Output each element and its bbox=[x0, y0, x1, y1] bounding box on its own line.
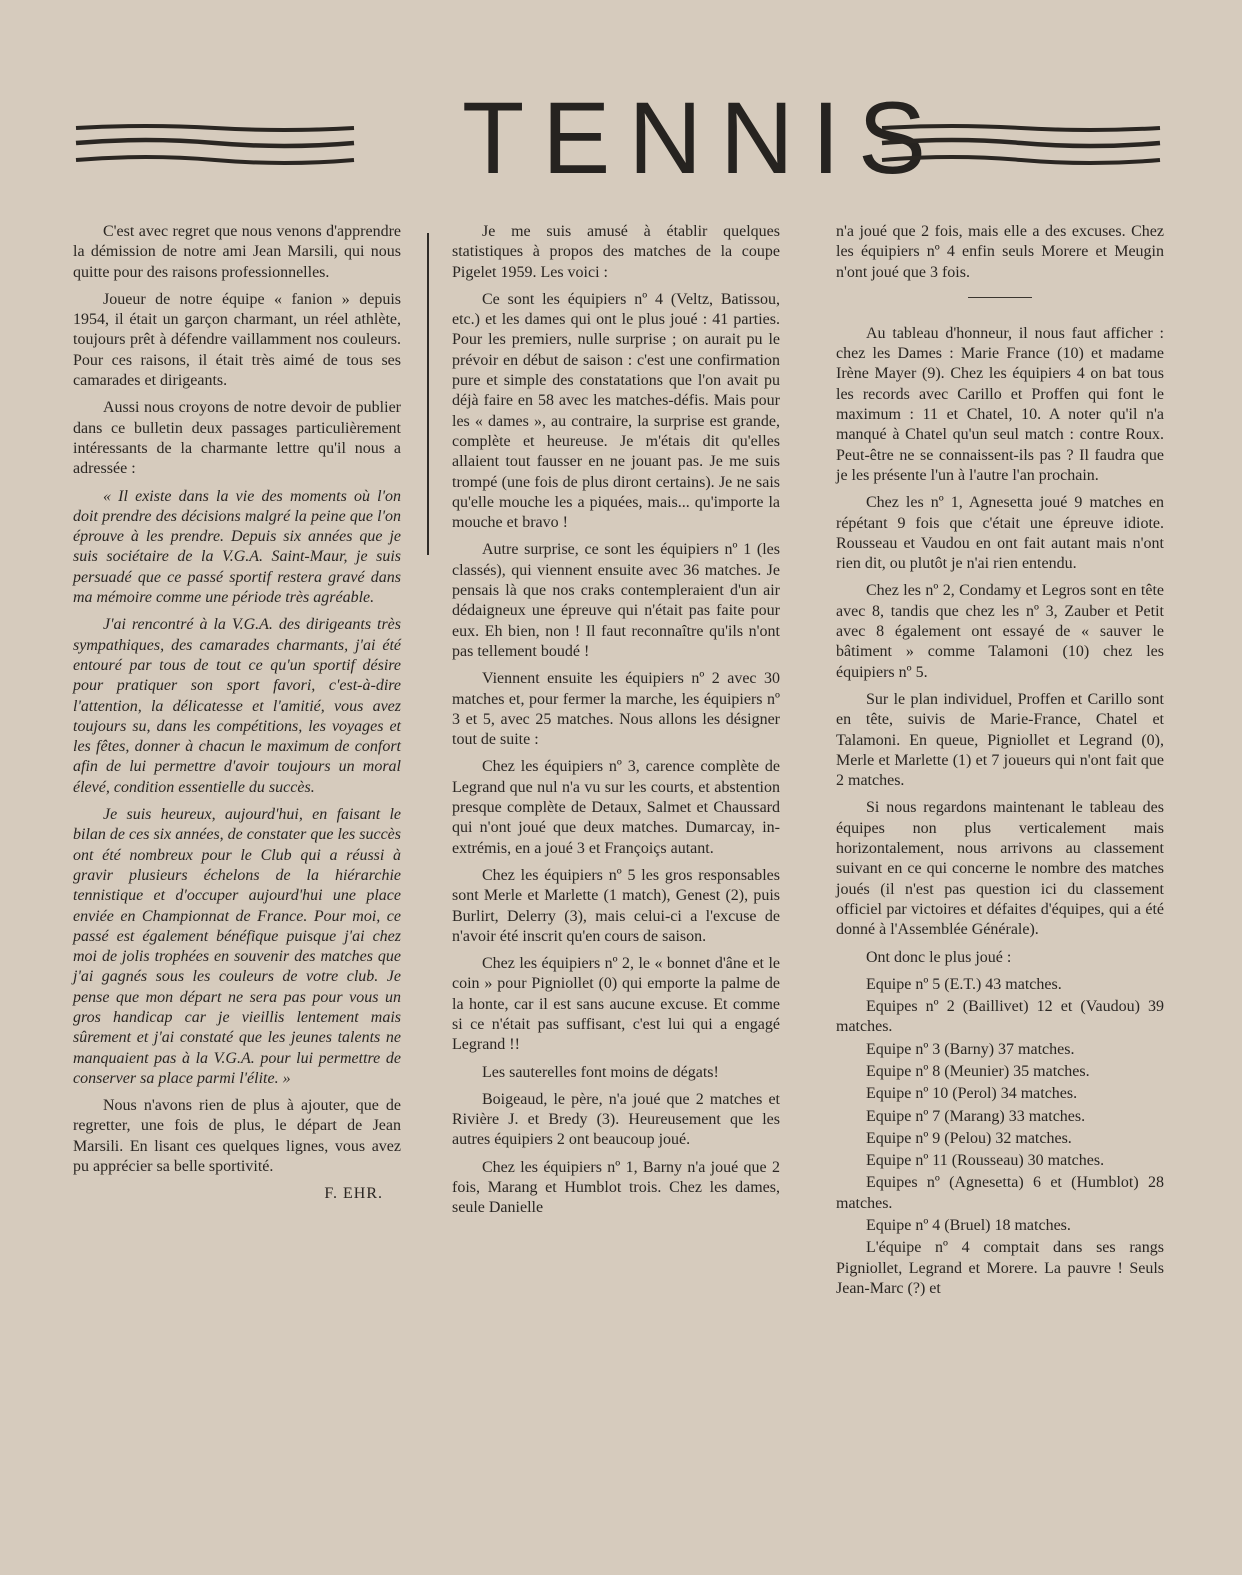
paragraph: n'a joué que 2 fois, mais elle a des excuses. Chez les équipiers nº 4 enfin seuls Morere et Meugin n'ont joué que 3 fois. bbox=[836, 223, 1164, 281]
column-left bbox=[73, 222, 401, 1212]
letter-quote: J'ai rencontré à la V.G.A. des dirigeants très sympathiques, des camarades charmants, j'ai été entouré par tous de tout ce qu'un sportif désire pour pratiquer son sport favori, c'est-à-dire l'attention, la délicatesse et l'amitié, vous avez toujours su, dans les compétitions, les voyages et les fêtes, donner à chacun le maximum de confort afin de lui permettre d'avoir toujours un moral élevé, condition essentielle du succès. bbox=[73, 616, 401, 796]
column-right bbox=[836, 222, 1164, 1306]
list-item: Equipes nº (Agnesetta) 6 et (Humblot) 28 matches. bbox=[836, 1174, 1164, 1212]
page-title: TENNIS bbox=[462, 81, 945, 195]
paragraph: Chez les équipiers nº 3, carence complète de Legrand que nul n'a vu sur les courts, et abstention presque complète de Detaux, Salmet et Chaussard qui n'ont joué que deux matches. Dumarcay, in-extrémis, en a joué 3 et Françoiçs autant. bbox=[452, 758, 780, 857]
paragraph: Les sauterelles font moins de dégats! bbox=[482, 1063, 719, 1081]
list-item: Equipes nº 2 (Baillivet) 12 et (Vaudou) 39 matches. bbox=[836, 998, 1164, 1036]
letter-quote: Je suis heureux, aujourd'hui, en faisant le bilan de ces six années, de constater que les succès ont été nombreux pour le Club qui a réussi à gravir plusieurs échelons de la hiérarchie tennistique et d'occuper aujourd'hui une place enviée en Championnat de France. Pour moi, ce passé est également bénéfique puisque j'ai chez moi de jolis trophées en souvenir des matches que j'ai gagnés sous les couleurs de votre club. Je pense que mon départ ne sera pas pour vous un gros handicap car je vieillis lentement mais sûrement et j'ai constaté que les jeunes talents ne manquaient pas à la V.G.A. pour lui permettre de conserver sa place parmi l'élite. » bbox=[73, 806, 401, 1087]
list-item: Equipe nº 3 (Barny) 37 matches. bbox=[866, 1040, 1075, 1058]
paragraph: Chez les équipiers nº 2, le « bonnet d'âne et le coin » pour Pigniollet (0) qui emporte la palme de la honte, car il est sans aucune excuse. Et comme si ce n'était pas suffisant, c'est lui qui a engagé Legrand !! bbox=[452, 955, 780, 1054]
section-separator bbox=[968, 297, 1032, 298]
section-header bbox=[74, 81, 1164, 195]
paragraph: Joueur de notre équipe « fanion » depuis 1954, il était un garçon charmant, un réel athlète, toujours prêt à défendre vaillamment nos couleurs. Pour ces raisons, il était très aimé de tous ses camarades et dirigeants. bbox=[73, 290, 401, 390]
paragraph: L'équipe nº 4 comptait dans ses rangs Pigniollet, Legrand et Morere. La pauvre ! Seuls Jean-Marc (?) et bbox=[836, 1239, 1164, 1297]
author-signature: F. EHR. bbox=[324, 1185, 383, 1203]
paragraph: Nous n'avons rien de plus à ajouter, que de regretter, une fois de plus, le départ de Jean Marsili. En lisant ces quelques lignes, vous avez pu apprécier sa belle sportivité. bbox=[73, 1097, 401, 1176]
paragraph: Chez les nº 2, Condamy et Legros sont en tête avec 8, tandis que chez les nº 3, Zauber et Petit avec 8 également ont essayé de « sauver le bâtiment » comme Talamoni (10) chez les équipiers nº 5. bbox=[836, 582, 1164, 681]
list-item: Equipe nº 7 (Marang) 33 matches. bbox=[866, 1107, 1086, 1125]
paragraph: Autre surprise, ce sont les équipiers nº 1 (les classés), qui viennent ensuite avec 36 matches. Je pensais là que nos craks contempleraient d'un air dédaigneux une épreuve qui n'était pas faite pour eux. Eh bien, non ! Il faut reconnaître qu'ils n'ont pas tellement boudé ! bbox=[452, 541, 780, 660]
wavy-rule-left bbox=[74, 116, 356, 176]
list-item: Equipe nº 4 (Bruel) 18 matches. bbox=[866, 1217, 1071, 1235]
list-item: Equipe nº 8 (Meunier) 35 matches. bbox=[866, 1062, 1090, 1080]
wavy-rule-right bbox=[880, 116, 1162, 176]
letter-quote: « Il existe dans la vie des moments où l'on doit prendre des décisions malgré la peine que l'on éprouve à les prendre. Depuis six années que je suis sociétaire de la V.G.A. Saint-Maur, je suis persuadé que ce passé sportif restera gravé dans ma mémoire comme une période très agréable. bbox=[73, 487, 401, 607]
paragraph: C'est avec regret que nous venons d'apprendre la démission de notre ami Jean Marsili, qui nous quitte pour des raisons professionnelles. bbox=[73, 223, 401, 281]
column-divider bbox=[427, 233, 429, 555]
paragraph: Viennent ensuite les équipiers nº 2 avec 30 matches et, pour fermer la marche, les équipiers nº 3 et 5, avec 25 matches. Nous allons les désigner tout de suite : bbox=[452, 670, 780, 749]
paragraph: Chez les équipiers nº 1, Barny n'a joué que 2 fois, Marang et Humblot trois. Chez les dames, seule Danielle bbox=[452, 1158, 780, 1217]
list-item: Equipe nº 5 (E.T.) 43 matches. bbox=[866, 975, 1062, 993]
column-middle bbox=[452, 222, 780, 1226]
paragraph: Aussi nous croyons de notre devoir de publier dans ce bulletin deux passages particulièrement intéressants de la charmante lettre qu'il nous a adressée : bbox=[73, 399, 401, 478]
paragraph: Chez les nº 1, Agnesetta joué 9 matches en répétant 9 fois que c'était une épreuve idiote. Rousseau et Vaudou en ont fait autant mais n'ont rien dit, ou plutôt je n'ai rien entendu. bbox=[836, 494, 1164, 573]
paragraph: Ce sont les équipiers nº 4 (Veltz, Batissou, etc.) et les dames qui ont le plus joué : 41 parties. Pour les premiers, nulle surprise ; on aurait pu le prévoir en début de saison : c'est une confirmation pure et simple des constatations que l'on avait pu déjà faire en 58 avec les matches-défis. Mais pour les « dames », au contraire, la surprise est grande, complète et heureuse. Je m'étais dit qu'elles allaient tout fausser en ne jouant pas. Je me suis trompé (une fois de plus diront certains). Je ne sais qu'elle mouche les a piquées, mais... qu'importe la mouche et bravo ! bbox=[452, 290, 780, 532]
list-item: Equipe nº 9 (Pelou) 32 matches. bbox=[866, 1129, 1072, 1147]
paragraph: Ont donc le plus joué : bbox=[866, 948, 1012, 966]
paragraph: Je me suis amusé à établir quelques statistiques à propos des matches de la coupe Pigelet 1959. Les voici : bbox=[452, 223, 780, 281]
list-item: Equipe nº 10 (Perol) 34 matches. bbox=[866, 1085, 1078, 1103]
paragraph: Au tableau d'honneur, il nous faut afficher : chez les Dames : Marie France (10) et madame Irène Mayer (9). Chez les équipiers 4 on bat tous les records avec Carillo et Proffen qui font le maximum : 11 et Chatel, 10. A noter qu'il n'a manqué à Chatel qu'un seul match : contre Roux. Peut-être ne se connaissent-ils pas ? Il faudra que je les présente l'un à l'autre l'an prochain. bbox=[836, 324, 1164, 484]
team-ranking-list bbox=[836, 975, 1164, 1237]
paragraph: Boigeaud, le père, n'a joué que 2 matches et Rivière J. et Bredy (3). Heureusement que les autres équipiers 2 ont beaucoup joué. bbox=[452, 1090, 780, 1149]
paragraph: Sur le plan individuel, Proffen et Carillo sont en tête, suivis de Marie-France, Chatel et Talamoni. En queue, Pigniollet et Legrand (0), Merle et Marlette (1) et 7 joueurs qui n'ont fait que 2 matches. bbox=[836, 690, 1164, 790]
paragraph: Chez les équipiers nº 5 les gros responsables sont Merle et Marlette (1 match), Genest (2), puis Burlirt, Delerry (3), mais celui-ci a l'excuse de n'avoir été inscrit qu'en cours de saison. bbox=[452, 866, 780, 945]
list-item: Equipe nº 11 (Rousseau) 30 matches. bbox=[866, 1152, 1105, 1170]
paragraph: Si nous regardons maintenant le tableau des équipes non plus verticalement mais horizontalement, nous arrivons au classement suivant en ce qui concerne le nombre des matches joués (il n'est pas question ici du classement officiel par victoires et défaites d'équipes, qui a été donné à l'Assemblée Générale). bbox=[836, 799, 1164, 939]
